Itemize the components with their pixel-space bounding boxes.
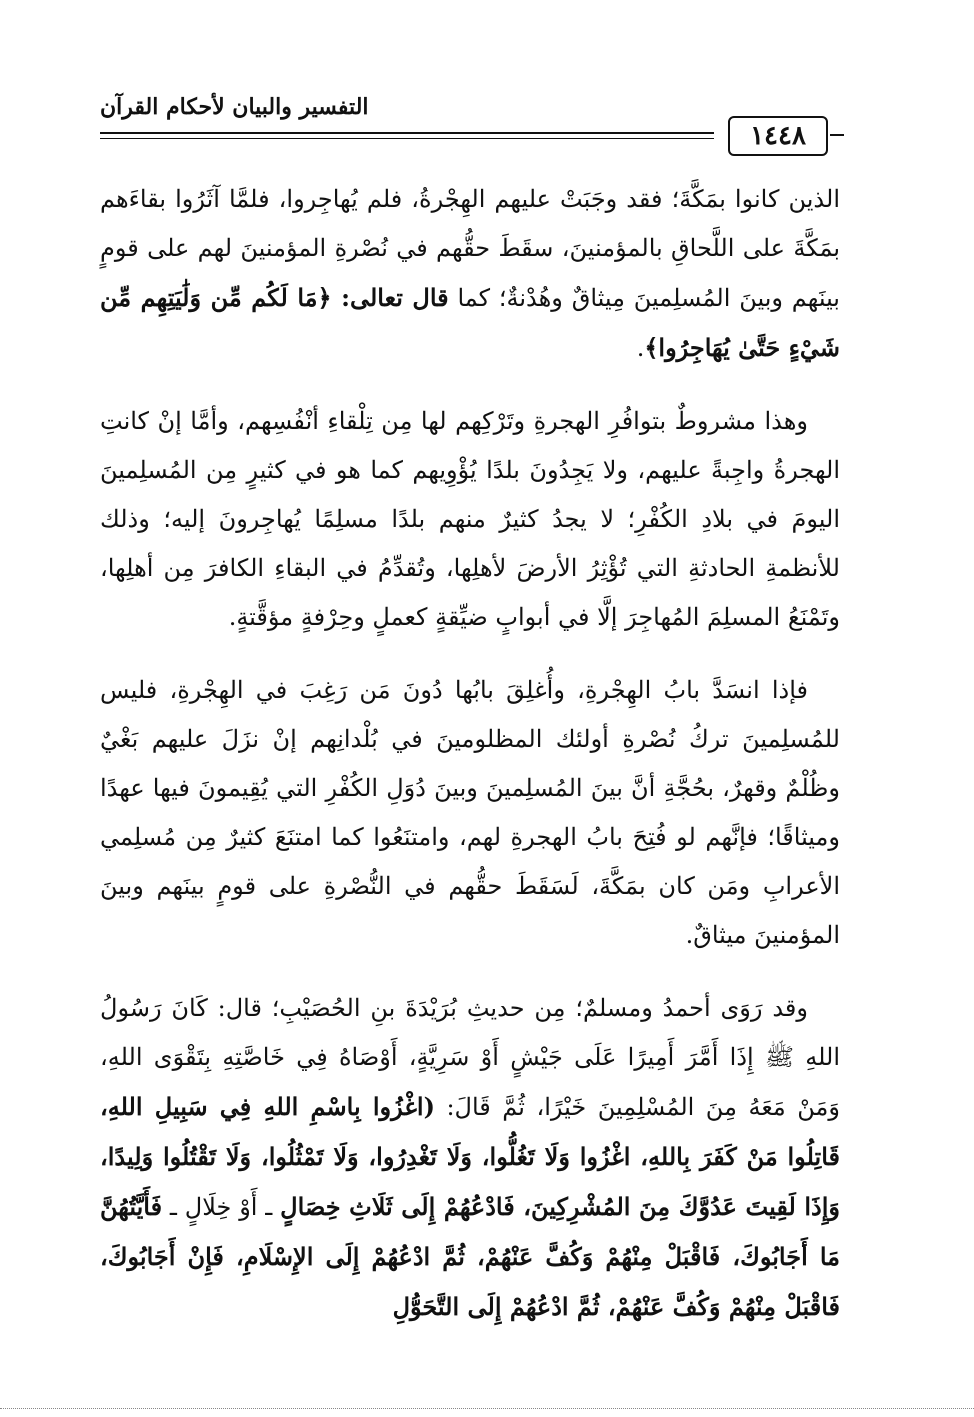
paragraph [100, 984, 840, 1332]
page-header [100, 88, 840, 158]
paragraph [100, 175, 840, 373]
text-run: فإذا انسَدَّ بابُ الهِجْرةِ، وأُغلِقَ بابُها دُونَ مَن رَغِبَ في الهِجْرةِ، فليس للمُسلِمينَ تركُ نُصْرةِ أولئك المظلومينَ في بُلْدانِهم إنْ نزَلَ عليهم بَغْيٌ وظُلْمٌ وقهرٌ، بحُجَّةِ أنَّ بينَ المُسلِمينَ وبينَ دُوَلِ الكُفْرِ التي يُقِيمونَ فيها عهدًا وميثاقًا؛ فإنَّهم لو فُتِحَ بابُ الهجرةِ لهم، وامتنَعُوا كما امتنَعَ كثيرٌ مِن مُسلِمي الأعرابِ ومَن كان بمَكَّةَ، لَسَقَطَ حقُّهم في النُّصْرةِ على قومٍ بينَهم وبينَ المؤمنينَ ميثاقٌ. [100, 676, 841, 949]
bold-text-run: فَأَيَّتُهُنَّ مَا أَجَابُوكَ، فَاقْبَلْ مِنْهُمْ وَكُفَّ عَنْهُمْ، ثُمَّ ادْعُهُمْ إِلَى الإِسْلَامِ، فَإِنْ أَجَابُوكَ، فَاقْبَلْ مِنْهُمْ وَكُفَّ عَنْهُمْ، ثُمَّ ادْعُهُمْ إِلَى التَّحَوُّلِ [100, 1192, 840, 1321]
text-run: وقد رَوَى أحمدُ ومسلمٌ؛ مِن حديثِ بُرَيْدَةَ بنِ الحُصَيْبِ؛ قال: كَانَ رَسُولُ اللهِ ﷺ إِذَا أَمَّرَ أَمِيرًا عَلَى جَيْشٍ أَوْ سَرِيَّةٍ، أَوْصَاهُ فِي خَاصَّتِهِ بِتَقْوَى اللهِ، وَمَنْ مَعَهُ مِنَ المُسْلِمِينَ خَيْرًا، ثُمَّ قَالَ: [100, 994, 840, 1121]
header-rule-right [830, 134, 844, 136]
page-bottom-edge [0, 1408, 974, 1409]
header-rule-bottom [100, 138, 714, 139]
page-number: ١٤٤٨ [728, 116, 828, 156]
main-text [100, 175, 840, 1332]
text-run: الذين كانوا بمَكَّةَ؛ فقد وجَبَتْ عليهم الهِجْرةُ، فلم يُهاجِروا، فلمَّا آثَرُوا بقاءَهم بمَكَّةَ على اللَّحاقِ بالمؤمنينَ، سقَطَ حقُّهم في نُصْرةِ المؤمنينَ لهم على قومٍ بينَهم وبينَ المُسلِمينَ مِيثاقٌ وهُدْنةٌ؛ كما [100, 185, 840, 312]
running-title: التفسير والبيان لأحكام القرآن [100, 94, 369, 120]
paragraph [100, 397, 840, 642]
paragraph [100, 666, 840, 960]
bold-text-run: قال تعالى: ﴿مَا لَكُم مِّن وَلَٰيَتِهِم مِّن شَيْءٍ حَتَّىٰ يُهَاجِرُوا﴾ [100, 283, 840, 362]
text-run: . [636, 334, 645, 362]
header-rule-top [100, 132, 714, 134]
text-run: ـ أَوْ خِلَالٍ ـ [162, 1193, 281, 1221]
text-run: وهذا مشروطٌ بتوافُرِ الهجرةِ وتَرْكِهم لها مِن تِلْقاءِ أنْفُسِهم، وأمَّا إنْ كانتِ الهجرةُ واجِبةً عليهم، ولا يَجِدُونَ بلدًا يُؤْوِيهم كما هو في كثيرٍ مِن المُسلِمينَ اليومَ في بلادِ الكُفْرِ؛ لا يجدُ كثيرٌ منهم بلدًا مسلِمًا يُهاجِرونَ إليه؛ وذلك للأنظمةِ الحادثةِ التي تُؤْثِرُ الأرضَ لأهلِها، وتُقدِّمُ في البقاءِ الكافرَ مِن أهلِها، وتَمْنَعُ المسلِمَ المُهاجِرَ إلَّا في أبوابٍ ضيِّقةٍ كعملٍ وحِرْفةٍ مؤقَّتةٍ. [100, 407, 840, 631]
bold-text-run: (اغْزُوا بِاسْمِ اللهِ فِي سَبِيلِ اللهِ، قَاتِلُوا مَنْ كَفَرَ بِاللهِ، اغْزُوا وَلَا تَغُلُّوا، وَلَا تَغْدِرُوا، وَلَا تَمْثُلُوا، وَلَا تَقْتُلُوا وَلِيدًا، وَإِذَا لَقِيتَ عَدُوَّكَ مِنَ المُشْرِكِينَ، فَادْعُهُمْ إِلَى ثَلَاثِ خِصَالٍ [100, 1092, 840, 1221]
